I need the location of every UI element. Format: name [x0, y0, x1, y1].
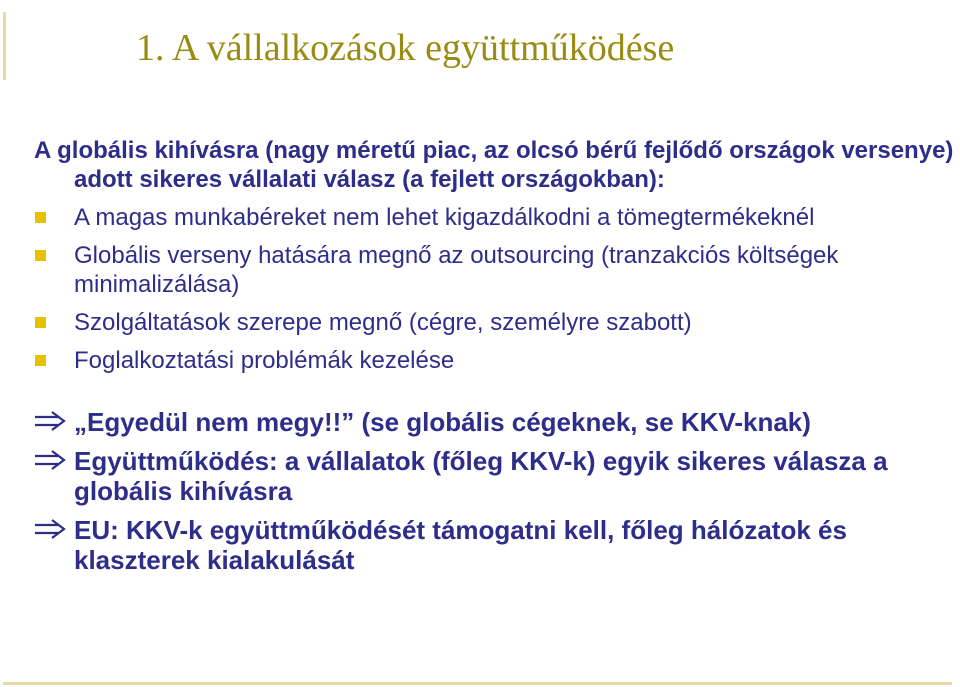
- bullet-text: Foglalkoztatási problémák kezelése: [74, 347, 455, 374]
- bullet-item: [34, 346, 954, 375]
- square-bullet-icon: [35, 355, 46, 366]
- square-bullet-icon: [35, 250, 46, 261]
- decorative-bottom-line: [3, 682, 952, 685]
- square-bullet-icon: [35, 212, 46, 223]
- intro-paragraph: A globális kihívásra (nagy méretű piac, az olcsó bérű fejlődő országok versenye) adott sikeres vállalati válasz (a fejlett országokban):: [34, 137, 954, 193]
- conclusion-text: Együttműködés: a vállalatok (főleg KKV-k) egyik sikeres válasza a globális kihívásra: [74, 446, 888, 506]
- conclusion-item: [34, 407, 954, 437]
- bullet-item: [34, 241, 954, 299]
- double-arrow-implies-icon: [34, 518, 66, 540]
- slide-title: 1. A vállalkozások együttműködése: [136, 27, 675, 69]
- bullet-item: [34, 308, 954, 337]
- bullet-text: Globális verseny hatására megnő az outsourcing (tranzakciós költségek minimalizálása): [74, 242, 839, 298]
- decorative-left-line: [3, 12, 6, 80]
- double-arrow-implies-icon: [34, 449, 66, 471]
- bullet-list: [34, 203, 954, 375]
- square-bullet-icon: [35, 317, 46, 328]
- conclusion-item: [34, 446, 954, 506]
- conclusion-text: EU: KKV-k együttműködését támogatni kell, főleg hálózatok és klaszterek kialakulását: [74, 515, 847, 575]
- conclusion-list: [34, 407, 954, 575]
- slide-content: [34, 136, 954, 584]
- bullet-text: Szolgáltatások szerepe megnő (cégre, személyre szabott): [74, 309, 692, 336]
- bullet-text: A magas munkabéreket nem lehet kigazdálkodni a tömegtermékeknél: [74, 204, 815, 231]
- conclusion-item: [34, 515, 954, 575]
- double-arrow-implies-icon: [34, 410, 66, 432]
- bullet-item: [34, 203, 954, 232]
- conclusion-text: „Egyedül nem megy!!” (se globális cégeknek, se KKV-knak): [74, 407, 811, 437]
